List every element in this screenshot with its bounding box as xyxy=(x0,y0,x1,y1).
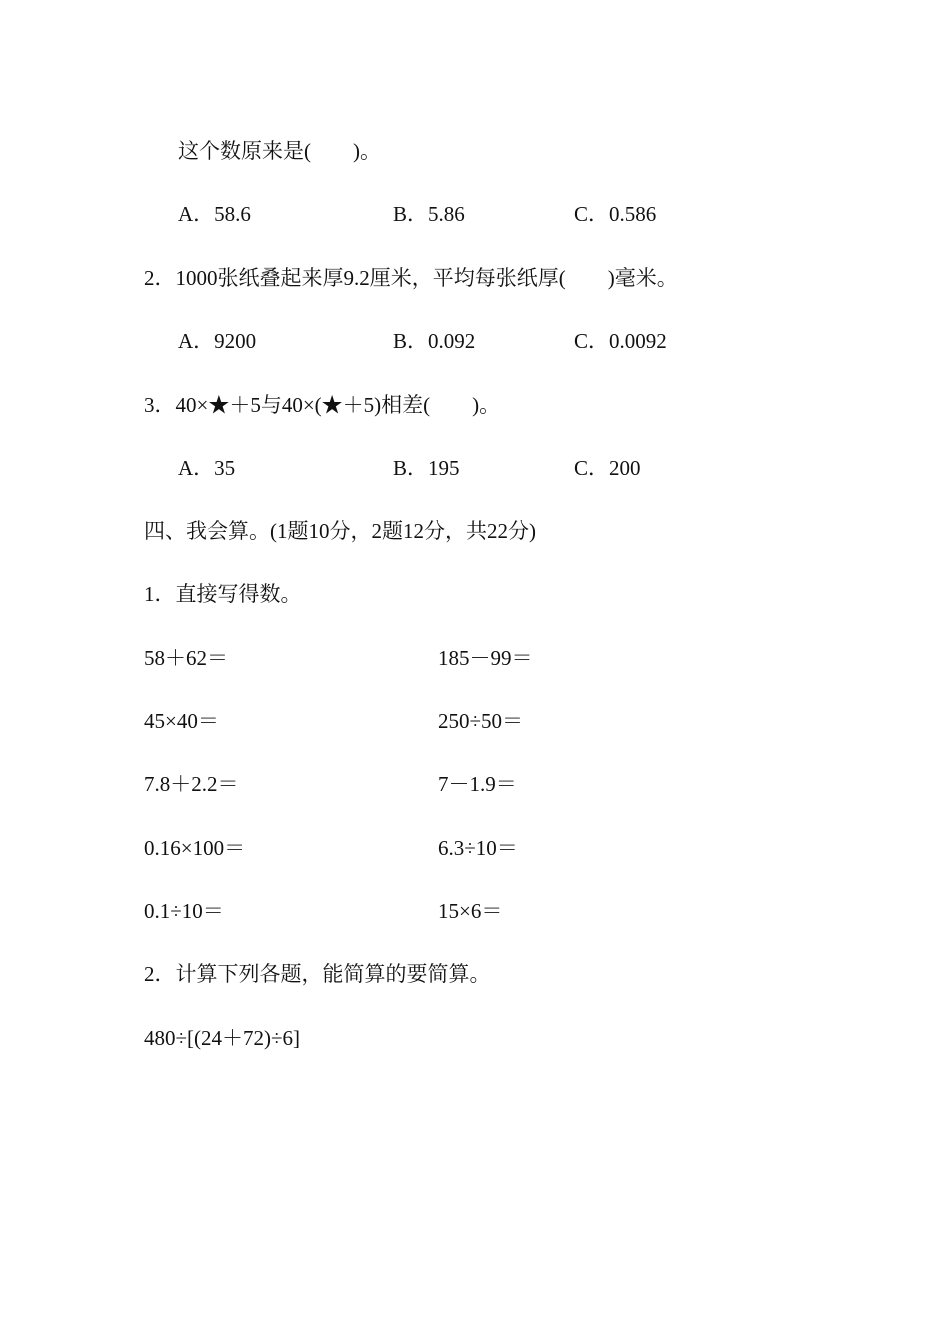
mental-math-item: 0.1÷10＝ xyxy=(144,899,224,923)
q2-option-c: C．0.0092 xyxy=(574,329,667,353)
q1-option-c: C．0.586 xyxy=(574,202,657,226)
part2-expression: 480÷[(24＋72)÷6] xyxy=(144,1026,301,1050)
part1-title: 1．直接写得数。 xyxy=(144,582,302,606)
q2-option-a: A．9200 xyxy=(178,329,257,353)
part2-title: 2．计算下列各题，能简算的要简算。 xyxy=(144,962,491,986)
mental-math-item: 15×6＝ xyxy=(438,899,503,923)
q1-continuation: 这个数原来是( )。 xyxy=(178,139,381,163)
q3-stem: 3．40×★＋5与40×(★＋5)相差( )。 xyxy=(144,393,501,417)
q1-option-a: A．58.6 xyxy=(178,202,251,226)
section4-title: 四、我会算。(1题10分，2题12分，共22分) xyxy=(144,519,536,543)
q3-option-c: C．200 xyxy=(574,456,641,480)
mental-math-item: 7－1.9＝ xyxy=(438,772,517,796)
mental-math-item: 0.16×100＝ xyxy=(144,836,246,860)
mental-math-item: 6.3÷10＝ xyxy=(438,836,518,860)
mental-math-item: 250÷50＝ xyxy=(438,709,524,733)
q3-option-b: B．195 xyxy=(393,456,460,480)
q3-option-a: A．35 xyxy=(178,456,236,480)
q1-option-b: B．5.86 xyxy=(393,202,465,226)
mental-math-item: 7.8＋2.2＝ xyxy=(144,772,239,796)
mental-math-item: 185－99＝ xyxy=(438,646,533,670)
q2-option-b: B．0.092 xyxy=(393,329,476,353)
q2-stem: 2．1000张纸叠起来厚9.2厘米，平均每张纸厚( )毫米。 xyxy=(144,266,678,290)
mental-math-item: 45×40＝ xyxy=(144,709,219,733)
mental-math-item: 58＋62＝ xyxy=(144,646,228,670)
